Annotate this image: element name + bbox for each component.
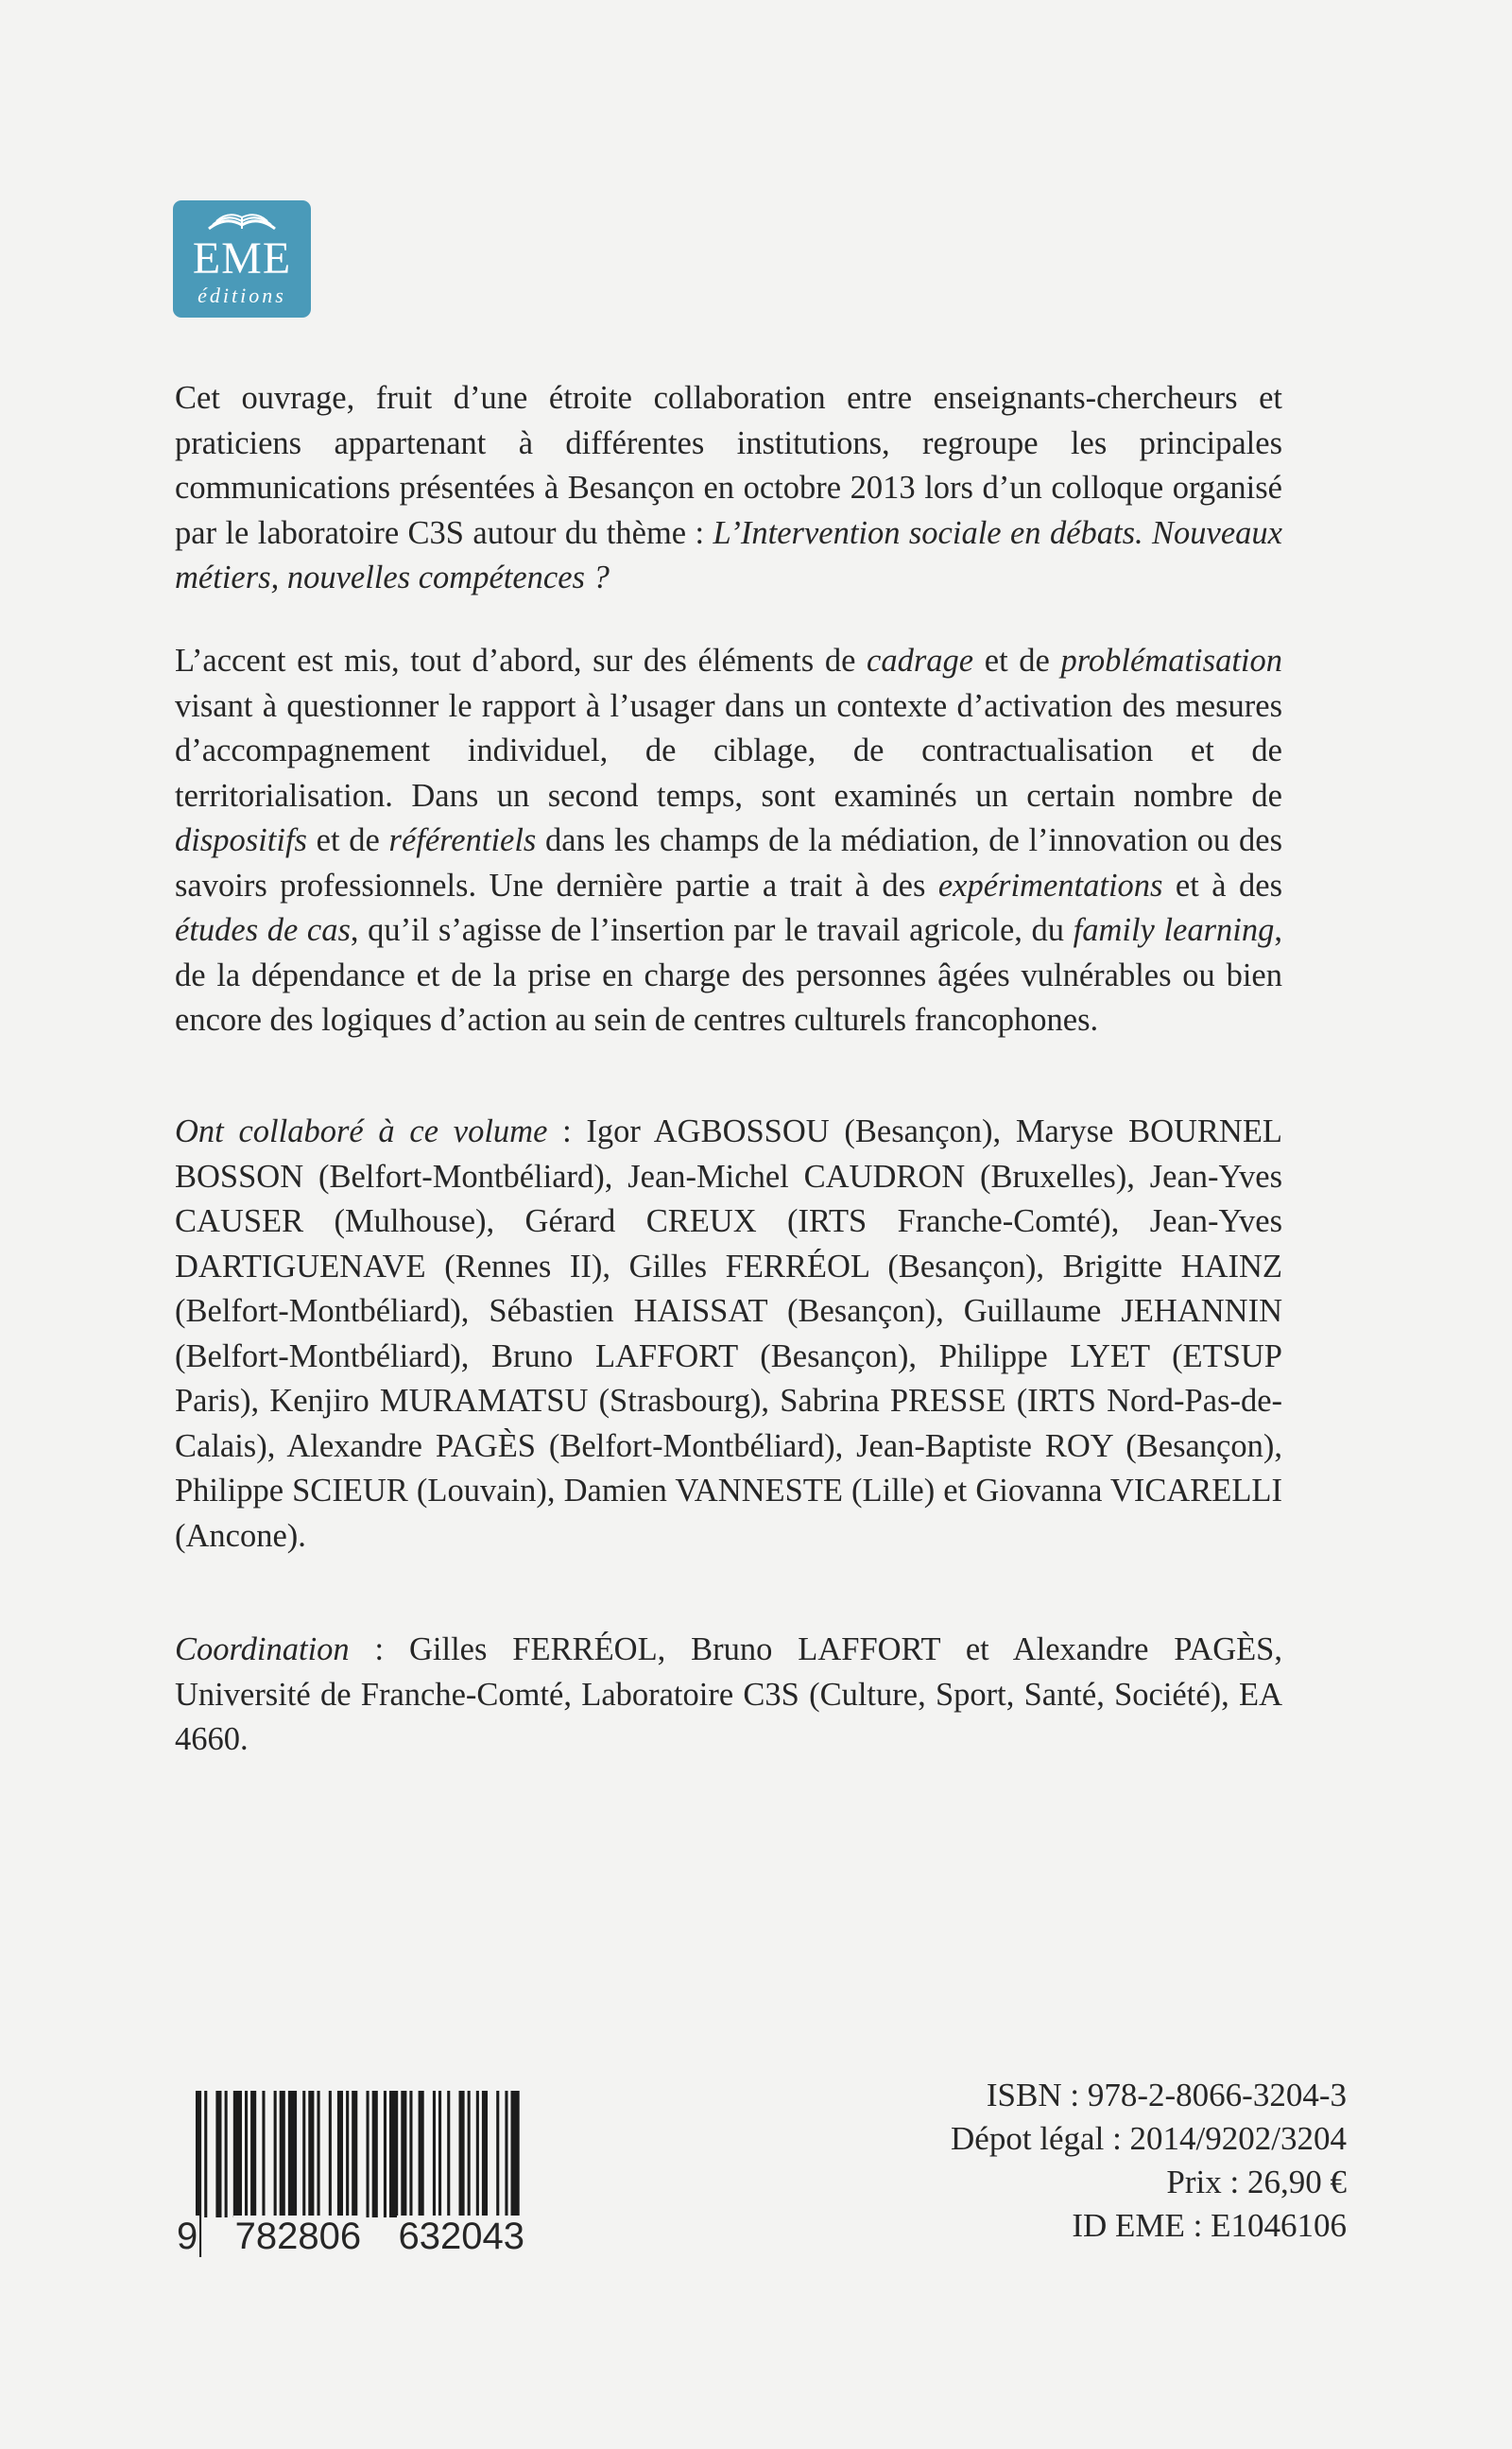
barcode-bar xyxy=(476,2091,479,2217)
barcode-bar xyxy=(288,2091,297,2217)
barcode-bar xyxy=(367,2091,369,2217)
text-run: , qu’il s’agisse de l’insertion par le travail agricole, du xyxy=(350,912,1074,948)
barcode-bar xyxy=(302,2091,305,2217)
barcode-bar xyxy=(496,2091,499,2217)
barcode-digit-group: 9 xyxy=(177,2216,198,2257)
emphasis: expérimentations xyxy=(937,867,1163,904)
legal-deposit: Dépot légal : 2014/9202/3204 xyxy=(951,2120,1347,2157)
emphasis: dispositifs xyxy=(175,822,307,858)
barcode-bar xyxy=(204,2091,207,2217)
contributors-label: Ont collaboré à ce volume xyxy=(175,1113,548,1149)
text-run: et de xyxy=(973,643,1061,679)
barcode-digit-group: 782806 xyxy=(234,2216,362,2257)
text-run: et de xyxy=(306,822,389,858)
barcode-bar xyxy=(308,2091,314,2217)
barcode-bar xyxy=(409,2091,412,2217)
barcode-bar xyxy=(419,2091,424,2217)
logo-subtitle: éditions xyxy=(198,284,286,307)
summary-paragraph-1 xyxy=(175,376,1282,601)
colloquium-title: L’Intervention sociale en débats. Nouveaux métiers, nouvelles compétences ? xyxy=(175,514,1282,595)
summary-paragraph-2 xyxy=(175,639,1282,1043)
emphasis: problématisation xyxy=(1060,643,1282,679)
barcode-bar xyxy=(384,2091,387,2217)
text-run: et à des xyxy=(1162,867,1283,904)
barcode-bar xyxy=(274,2091,277,2217)
emphasis: référentiels xyxy=(388,822,537,858)
barcode-bar xyxy=(482,2091,488,2217)
emphasis: cadrage xyxy=(867,643,974,679)
barcode-bar xyxy=(459,2091,465,2217)
coordination-text: : Gilles FERRÉOL, Bruno LAFFORT et Alexandre PAGÈS, Université de Franche-Comté, Laboratoire C3S (Culture, Sport, Santé, Société), EA 4660. xyxy=(175,1631,1282,1757)
publisher-logo xyxy=(173,200,311,318)
barcode-bar xyxy=(433,2091,436,2217)
barcode-bar xyxy=(280,2091,285,2217)
emphasis: family learning xyxy=(1073,912,1275,948)
publication-info xyxy=(685,2074,1347,2248)
barcode-bar xyxy=(225,2091,228,2217)
barcode-bar xyxy=(245,2091,248,2217)
barcode-bar xyxy=(337,2091,343,2217)
barcode-bar xyxy=(233,2091,242,2217)
barcode-bar xyxy=(401,2091,406,2217)
contributors-paragraph xyxy=(175,1110,1282,1559)
coordination-paragraph xyxy=(175,1628,1282,1763)
barcode-digit-group: 632043 xyxy=(398,2216,524,2257)
barcode-bar xyxy=(215,2091,221,2217)
eme-id: ID EME : E1046106 xyxy=(1072,2207,1347,2244)
isbn: ISBN : 978-2-8066-3204-3 xyxy=(986,2077,1347,2113)
text-run: visant à questionner le rapport à l’usager dans un contexte d’activation des mesures d’accompagnement individuel, de ciblage, de contractualisation et de territorialisation. Dans un second temps, sont examinés un certain nombre de xyxy=(175,687,1282,814)
price: Prix : 26,90 € xyxy=(1166,2164,1347,2200)
barcode-bar xyxy=(438,2091,441,2217)
barcode-bar xyxy=(372,2091,378,2217)
barcode-bar xyxy=(389,2091,398,2217)
summary-text: Cet ouvrage, fruit d’une étroite collaboration entre enseignants-chercheurs et praticiens appartenant à différentes institutions, regroupe les principales communications présentées à Besançon en octobre 2013 lors d’un colloque organisé par le laboratoire C3S autour du thème : xyxy=(175,380,1282,551)
text-run: L’accent est mis, tout d’abord, sur des éléments de xyxy=(175,643,868,679)
text-run: dans les champs de la médiation, de l’innovation ou des savoirs professionnels. Une dernière partie a trait à des xyxy=(175,822,1282,904)
contributors-list: : Igor AGBOSSOU (Besançon), Maryse BOURNEL BOSSON (Belfort-Montbéliard), Jean-Michel CAUDRON (Bruxelles), Jean-Yves CAUSER (Mulhouse), Gérard CREUX (IRTS Franche-Comté), Jean-Yves DARTIGUENAVE (Rennes II), Gilles FERRÉOL (Besançon), Brigitte HAINZ (Belfort-Montbéliard), Sébastien HAISSAT (Besançon), Guillaume JEHANNIN (Belfort-Montbéliard), Bruno LAFFORT (Besançon), Philippe LYET (ETSUP Paris), Kenjiro MURAMATSU (Strasbourg), Sabrina PRESSE (IRTS Nord-Pas-de-Calais), Alexandre PAGÈS (Belfort-Montbéliard), Jean-Baptiste ROY (Besançon), Philippe SCIEUR (Louvain), Damien VANNESTE (Lille) et Giovanna VICARELLI (Ancone). xyxy=(175,1113,1282,1554)
open-book-icon xyxy=(173,200,311,238)
emphasis: études de cas xyxy=(175,912,351,948)
barcode-bar xyxy=(329,2091,332,2217)
barcode-bar xyxy=(346,2091,349,2217)
barcode-digits xyxy=(175,2216,526,2257)
barcode-bar xyxy=(262,2091,265,2217)
logo-name: EME xyxy=(192,233,292,284)
barcode-bar xyxy=(250,2091,256,2217)
text-run: , de la dépendance et de la prise en charge des personnes âgées vulnérables ou bien encore des logiques d’action au sein de centres culturels francophones. xyxy=(175,912,1282,1038)
barcode-bar xyxy=(447,2091,450,2217)
barcode-bar xyxy=(468,2091,471,2217)
barcode-bar xyxy=(318,2091,320,2217)
coordination-label: Coordination xyxy=(175,1631,350,1667)
